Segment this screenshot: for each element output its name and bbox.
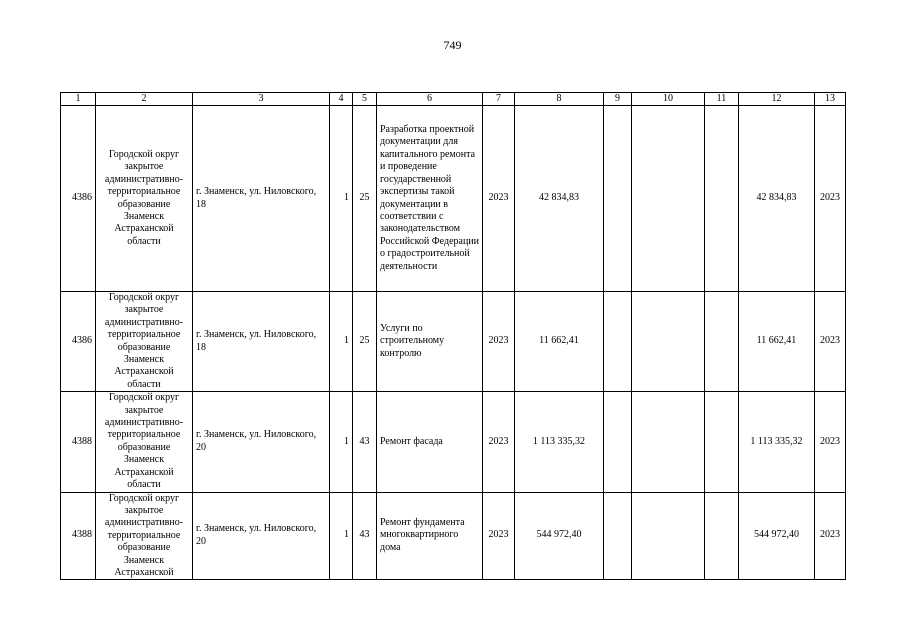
header-cell: 3 bbox=[193, 93, 330, 106]
work-type: Услуги по строительному контролю bbox=[377, 292, 483, 392]
year: 2023 bbox=[483, 106, 515, 292]
col-5: 25 bbox=[353, 106, 377, 292]
col-10 bbox=[632, 106, 705, 292]
col-11 bbox=[705, 292, 739, 392]
header-cell: 1 bbox=[61, 93, 96, 106]
year: 2023 bbox=[483, 392, 515, 492]
municipality: Городской округ закрытое административно-территориальное образование Знаменск Астраханской области bbox=[96, 392, 193, 492]
object-number: 4388 bbox=[61, 392, 96, 492]
municipality bbox=[96, 492, 193, 579]
municipality-text: Городской округ закрытое административно-территориальное образование Знаменск Астраханской bbox=[104, 492, 184, 578]
work-type: Ремонт фасада bbox=[377, 392, 483, 492]
total-cost: 1 113 335,32 bbox=[515, 392, 604, 492]
total-cost: 11 662,41 bbox=[515, 292, 604, 392]
total-cost: 544 972,40 bbox=[515, 492, 604, 579]
col-5: 43 bbox=[353, 392, 377, 492]
year: 2023 bbox=[483, 492, 515, 579]
header-cell: 8 bbox=[515, 93, 604, 106]
col-10 bbox=[632, 392, 705, 492]
total-cost: 42 834,83 bbox=[515, 106, 604, 292]
col-5: 25 bbox=[353, 292, 377, 392]
table-row bbox=[61, 492, 846, 579]
capital-repair-table bbox=[60, 92, 846, 580]
col-13-year: 2023 bbox=[815, 106, 846, 292]
work-type: Разработка проектной документации для капитального ремонта и проведение государственной экспертизы такой документации в соответствии с законодательством Российской Федерации о градостроительной деятельности bbox=[377, 106, 483, 292]
municipality: Городской округ закрытое административно-территориальное образование Знаменск Астраханской области bbox=[96, 106, 193, 292]
header-row bbox=[61, 93, 846, 106]
col-9 bbox=[604, 392, 632, 492]
page-number: 749 bbox=[443, 38, 462, 52]
object-number: 4386 bbox=[61, 106, 96, 292]
address: г. Знаменск, ул. Ниловского, 18 bbox=[193, 292, 330, 392]
col-4: 1 bbox=[330, 492, 353, 579]
header-cell: 11 bbox=[705, 93, 739, 106]
header-cell: 2 bbox=[96, 93, 193, 106]
col-5: 43 bbox=[353, 492, 377, 579]
address: г. Знаменск, ул. Ниловского, 20 bbox=[193, 392, 330, 492]
col-12-cost: 11 662,41 bbox=[739, 292, 815, 392]
col-4: 1 bbox=[330, 292, 353, 392]
object-number: 4386 bbox=[61, 292, 96, 392]
col-10 bbox=[632, 492, 705, 579]
table-row bbox=[61, 292, 846, 392]
address: г. Знаменск, ул. Ниловского, 20 bbox=[193, 492, 330, 579]
header-cell: 7 bbox=[483, 93, 515, 106]
header-cell: 12 bbox=[739, 93, 815, 106]
work-type: Ремонт фундамента многоквартирного дома bbox=[377, 492, 483, 579]
col-13-year: 2023 bbox=[815, 492, 846, 579]
col-4: 1 bbox=[330, 392, 353, 492]
header-cell: 5 bbox=[353, 93, 377, 106]
col-11 bbox=[705, 492, 739, 579]
col-4: 1 bbox=[330, 106, 353, 292]
municipality: Городской округ закрытое административно-территориальное образование Знаменск Астраханской области bbox=[96, 292, 193, 392]
col-13-year: 2023 bbox=[815, 292, 846, 392]
header-cell: 4 bbox=[330, 93, 353, 106]
year: 2023 bbox=[483, 292, 515, 392]
col-12-cost: 544 972,40 bbox=[739, 492, 815, 579]
col-13-year: 2023 bbox=[815, 392, 846, 492]
col-9 bbox=[604, 292, 632, 392]
header-cell: 6 bbox=[377, 93, 483, 106]
table-row bbox=[61, 106, 846, 292]
col-9 bbox=[604, 106, 632, 292]
col-9 bbox=[604, 492, 632, 579]
col-11 bbox=[705, 392, 739, 492]
header-cell: 10 bbox=[632, 93, 705, 106]
header-cell: 13 bbox=[815, 93, 846, 106]
col-12-cost: 1 113 335,32 bbox=[739, 392, 815, 492]
col-12-cost: 42 834,83 bbox=[739, 106, 815, 292]
address: г. Знаменск, ул. Ниловского, 18 bbox=[193, 106, 330, 292]
col-11 bbox=[705, 106, 739, 292]
object-number: 4388 bbox=[61, 492, 96, 579]
header-cell: 9 bbox=[604, 93, 632, 106]
col-10 bbox=[632, 292, 705, 392]
table-row bbox=[61, 392, 846, 492]
